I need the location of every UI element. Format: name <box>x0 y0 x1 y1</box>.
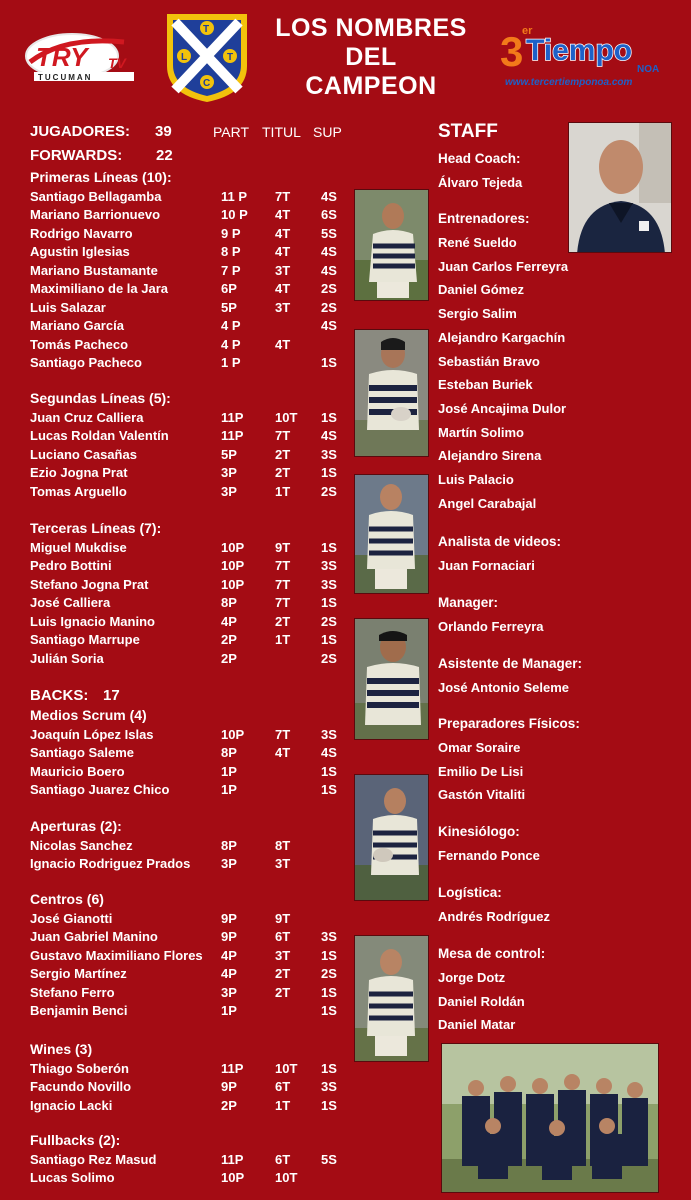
player-titul: 4T <box>275 745 291 761</box>
tercer-logo-region: NOA <box>637 64 660 75</box>
player-row <box>0 1098 350 1116</box>
player-row <box>0 428 350 446</box>
player-titul: 1T <box>275 1097 291 1113</box>
player-sup: 3S <box>321 1079 337 1095</box>
player-row <box>0 410 350 428</box>
player-sup: 2S <box>321 650 337 666</box>
player-titul: 1T <box>275 632 291 648</box>
player-titul: 2T <box>275 966 291 982</box>
player-titul: 6T <box>275 929 291 945</box>
player-part: 11P <box>221 1152 244 1167</box>
player-part: 2P <box>221 650 237 666</box>
player-part: 9P <box>221 1079 237 1095</box>
team-photo <box>441 1043 659 1193</box>
tercer-logo-num: 3 <box>500 28 524 75</box>
player-sup: 1S <box>321 410 337 425</box>
player-row <box>0 966 350 984</box>
staff-name: Juan Carlos Ferreyra <box>438 258 569 274</box>
player-row <box>0 1152 350 1170</box>
player-part: 9 P <box>221 225 241 241</box>
player-row <box>0 1003 350 1021</box>
player-name: Santiago Rez Masud <box>30 1152 157 1167</box>
staff-name: Alejandro Kargachín <box>438 329 566 345</box>
player-sup: 1S <box>321 1003 337 1019</box>
player-titul: 3T <box>275 299 291 315</box>
player-part: 10P <box>221 558 245 574</box>
try-logo-main: TRY <box>36 42 88 72</box>
player-photo-1 <box>354 189 429 301</box>
player-sup: 2S <box>321 281 337 297</box>
staff-name: Orlando Ferreyra <box>438 619 544 634</box>
player-titul: 6T <box>275 1079 291 1095</box>
player-name: Santiago Marrupe <box>30 632 140 648</box>
staff-role: Analista de videos: <box>438 534 562 549</box>
staff-name: Andrés Rodríguez <box>438 909 550 924</box>
jugadores-count: 39 <box>155 123 172 140</box>
title-line-1: LOS NOMBRES <box>275 14 467 42</box>
player-photo-5 <box>354 774 429 901</box>
staff-name: Gastón Vitaliti <box>438 787 526 803</box>
forwards-label: FORWARDS: <box>30 147 123 164</box>
player-titul: 4T <box>275 244 291 260</box>
player-sup: 2S <box>321 966 337 982</box>
player-part: 2P <box>221 632 237 648</box>
player-row <box>0 727 350 745</box>
player-sup: 1S <box>321 763 337 779</box>
player-row <box>0 540 350 558</box>
try-tv-logo <box>24 32 142 82</box>
staff-name: Luis Palacio <box>438 472 514 487</box>
player-photo-2 <box>354 329 429 457</box>
player-photo-4 <box>354 618 429 740</box>
staff-name: Sergio Salim <box>438 306 517 322</box>
backs-label: BACKS: <box>30 687 89 704</box>
col-titul-header: TITUL <box>262 124 301 140</box>
player-sup: 1S <box>321 782 337 798</box>
player-row <box>0 558 350 576</box>
player-row <box>0 244 350 262</box>
player-part: 11P <box>221 1061 244 1076</box>
player-sup: 3S <box>321 558 337 574</box>
player-row <box>0 948 350 966</box>
player-sup: 3S <box>321 727 337 742</box>
player-titul: 2T <box>275 446 291 462</box>
club-crest <box>165 12 249 104</box>
player-name: Thiago Soberón <box>30 1061 129 1076</box>
staff-role: Preparadores Físicos: <box>438 716 580 731</box>
player-row <box>0 577 350 595</box>
player-name: Julián Soria <box>30 650 104 666</box>
staff-role: Mesa de control: <box>438 946 546 961</box>
player-titul: 10T <box>275 1170 298 1186</box>
player-name: José Gianotti <box>30 911 113 926</box>
section-title: Wines (3) <box>30 1041 93 1057</box>
player-sup: 1S <box>321 1061 337 1076</box>
player-row <box>0 614 350 632</box>
player-sup: 1S <box>321 632 337 648</box>
player-name: Maximiliano de la Jara <box>30 281 169 297</box>
player-titul: 10T <box>275 410 298 425</box>
player-name: Santiago Juarez Chico <box>30 782 170 798</box>
player-name: Juan Cruz Calliera <box>30 410 144 425</box>
head-coach-photo <box>568 122 672 253</box>
player-row <box>0 651 350 669</box>
staff-name: Angel Carabajal <box>438 495 537 511</box>
staff-role: Entrenadores: <box>438 211 530 226</box>
staff-role: Manager: <box>438 595 499 610</box>
player-sup: 1S <box>321 540 337 555</box>
player-titul: 4T <box>275 336 291 352</box>
player-sup: 2S <box>321 299 337 315</box>
title-line-3: CAMPEON <box>305 72 437 100</box>
staff-name: Juan Fornaciari <box>438 558 535 573</box>
staff-name: Martín Solimo <box>438 424 524 440</box>
player-name: Facundo Novillo <box>30 1079 132 1095</box>
player-titul: 2T <box>275 613 291 629</box>
player-sup: 1S <box>321 984 337 1000</box>
player-titul: 2T <box>275 465 291 481</box>
player-sup: 4S <box>321 318 337 334</box>
player-part: 1P <box>221 1003 237 1019</box>
player-sup: 4S <box>321 189 337 204</box>
player-name: Ignacio Rodriguez Prados <box>30 856 191 872</box>
player-name: Santiago Saleme <box>30 745 135 761</box>
staff-name: Daniel Matar <box>438 1017 516 1033</box>
player-name: Miguel Mukdise <box>30 540 127 555</box>
player-name: Mariano García <box>30 318 124 334</box>
player-part: 3P <box>221 465 237 481</box>
player-titul: 4T <box>275 207 291 223</box>
player-part: 4P <box>221 966 237 982</box>
try-logo-sub: TUCUMAN <box>38 73 93 82</box>
player-part: 11P <box>221 410 244 425</box>
player-part: 10P <box>221 540 245 555</box>
player-row <box>0 595 350 613</box>
player-row <box>0 318 350 336</box>
player-name: Luis Salazar <box>30 299 106 315</box>
backs-count: 17 <box>103 687 120 704</box>
player-name: Rodrigo Navarro <box>30 225 133 241</box>
player-photo-3 <box>354 474 429 594</box>
player-titul: 7T <box>275 576 291 592</box>
player-part: 1P <box>221 763 237 779</box>
player-name: Santiago Bellagamba <box>30 189 162 204</box>
section-title: Primeras Líneas (10): <box>30 169 172 185</box>
tercer-logo-word: Tiempo <box>526 34 633 67</box>
player-sup: 1S <box>321 465 337 481</box>
section-title: Segundas Líneas (5): <box>30 390 171 406</box>
player-name: Gustavo Maximiliano Flores <box>30 947 203 963</box>
crest-letter-right: T <box>227 52 234 63</box>
tercer-logo-sup: er <box>522 25 533 37</box>
player-titul: 3T <box>275 262 291 278</box>
player-part: 10P <box>221 576 245 592</box>
jugadores-label: JUGADORES: <box>30 123 131 140</box>
player-name: Nicolas Sanchez <box>30 838 133 853</box>
staff-name: René Sueldo <box>438 235 517 250</box>
player-name: Stefano Jogna Prat <box>30 576 149 592</box>
player-name: Mauricio Boero <box>30 763 125 779</box>
col-sup-header: SUP <box>313 124 342 140</box>
player-name: Benjamin Benci <box>30 1003 128 1019</box>
player-sup: 4S <box>321 244 337 260</box>
player-sup: 1S <box>321 1097 337 1113</box>
staff-name: Álvaro Tejeda <box>438 175 523 190</box>
crest-letter-left: L <box>181 52 188 63</box>
staff-role: Asistente de Manager: <box>438 656 583 671</box>
player-part: 4P <box>221 613 237 629</box>
player-row <box>0 745 350 763</box>
player-part: 11 P <box>221 189 248 204</box>
player-row <box>0 911 350 929</box>
col-part-header: PART <box>213 124 250 140</box>
player-part: 5P <box>221 299 237 315</box>
player-name: Agustin Iglesias <box>30 244 130 260</box>
player-row <box>0 465 350 483</box>
tercer-logo-url: www.tercertiemponoa.com <box>505 77 633 88</box>
player-row <box>0 1079 350 1097</box>
player-sup: 1S <box>321 595 337 611</box>
player-titul: 3T <box>275 947 291 963</box>
staff-role: Logística: <box>438 885 502 900</box>
player-part: 2P <box>221 1097 237 1113</box>
player-name: Pedro Bottini <box>30 558 112 574</box>
staff-role: Kinesiólogo: <box>438 824 520 839</box>
player-sup: 3S <box>321 929 337 945</box>
staff-name: Sebastián Bravo <box>438 353 540 369</box>
player-sup: 2S <box>321 613 337 629</box>
player-sup: 1S <box>321 947 337 963</box>
player-row <box>0 447 350 465</box>
staff-name: Omar Soraire <box>438 740 521 755</box>
player-part: 5P <box>221 446 237 462</box>
player-part: 4 P <box>221 336 241 352</box>
player-name: Ignacio Lacki <box>30 1097 113 1113</box>
player-row <box>0 300 350 318</box>
player-part: 6P <box>221 281 237 297</box>
crest-letter-top: T <box>203 24 210 35</box>
staff-name: Jorge Dotz <box>438 970 506 985</box>
player-titul: 4T <box>275 281 291 297</box>
player-titul: 10T <box>275 1061 298 1076</box>
section-title: Aperturas (2): <box>30 818 122 834</box>
staff-name: José Ancajima Dulor <box>438 400 567 416</box>
player-part: 11P <box>221 428 244 444</box>
player-part: 8 P <box>221 244 241 260</box>
player-part: 10 P <box>221 207 248 223</box>
player-name: José Calliera <box>30 595 111 611</box>
player-titul: 7T <box>275 727 291 742</box>
player-titul: 8T <box>275 838 291 853</box>
player-part: 8P <box>221 595 237 611</box>
player-row <box>0 782 350 800</box>
player-name: Tomas Arguello <box>30 483 127 499</box>
staff-role: Head Coach: <box>438 151 521 166</box>
player-row <box>0 856 350 874</box>
staff-name: Daniel Gómez <box>438 282 524 298</box>
player-name: Tomás Pacheco <box>30 336 129 352</box>
player-sup: 5S <box>321 225 337 241</box>
player-titul: 2T <box>275 984 291 1000</box>
player-name: Lucas Roldan Valentín <box>30 428 169 444</box>
player-row <box>0 355 350 373</box>
player-row <box>0 929 350 947</box>
player-sup: 2S <box>321 483 337 499</box>
page-title <box>256 14 486 101</box>
staff-name: Emilio De Lisi <box>438 763 524 779</box>
section-title: Terceras Líneas (7): <box>30 520 162 536</box>
player-name: Luciano Casañas <box>30 446 137 462</box>
player-part: 1 P <box>221 355 241 371</box>
player-sup: 3S <box>321 576 337 592</box>
player-name: Santiago Pacheco <box>30 355 142 371</box>
forwards-count: 22 <box>156 147 173 164</box>
player-name: Lucas Solimo <box>30 1170 115 1186</box>
player-row <box>0 281 350 299</box>
player-row <box>0 1061 350 1079</box>
player-row <box>0 484 350 502</box>
player-row <box>0 337 350 355</box>
player-photo-6 <box>354 935 429 1062</box>
player-titul: 7T <box>275 189 291 204</box>
player-name: Joaquín López Islas <box>30 727 154 742</box>
player-row <box>0 1170 350 1188</box>
player-part: 3P <box>221 856 237 872</box>
player-titul: 7T <box>275 558 291 574</box>
staff-name: Alejandro Sirena <box>438 448 542 464</box>
player-titul: 9T <box>275 911 291 926</box>
player-titul: 6T <box>275 1152 291 1167</box>
section-title: Fullbacks (2): <box>30 1132 121 1148</box>
staff-name: Esteban Buriek <box>438 377 533 393</box>
player-titul: 7T <box>275 595 291 611</box>
player-part: 1P <box>221 782 237 798</box>
player-sup: 4S <box>321 262 337 278</box>
player-part: 10P <box>221 1170 245 1186</box>
player-part: 9P <box>221 929 237 945</box>
try-logo-tv: TV <box>108 55 126 71</box>
player-sup: 5S <box>321 1152 337 1167</box>
player-row <box>0 207 350 225</box>
player-row <box>0 632 350 650</box>
player-name: Luis Ignacio Manino <box>30 613 155 629</box>
player-row <box>0 985 350 1003</box>
player-name: Stefano Ferro <box>30 984 115 1000</box>
player-part: 3P <box>221 483 237 499</box>
player-sup: 4S <box>321 428 337 444</box>
player-part: 10P <box>221 727 245 742</box>
player-sup: 6S <box>321 207 337 223</box>
player-part: 4 P <box>221 318 241 334</box>
player-name: Mariano Bustamante <box>30 262 158 278</box>
player-part: 9P <box>221 911 237 926</box>
player-name: Ezio Jogna Prat <box>30 465 128 481</box>
player-part: 3P <box>221 984 237 1000</box>
staff-title: STAFF <box>438 121 498 142</box>
player-row <box>0 263 350 281</box>
player-titul: 3T <box>275 856 291 872</box>
player-name: Sergio Martínez <box>30 966 127 982</box>
staff-name: Daniel Roldán <box>438 993 525 1009</box>
player-name: Juan Gabriel Manino <box>30 929 158 945</box>
title-line-2: DEL <box>345 43 397 71</box>
player-sup: 1S <box>321 355 337 371</box>
player-titul: 1T <box>275 483 291 499</box>
player-titul: 9T <box>275 540 291 555</box>
player-part: 4P <box>221 947 237 963</box>
player-part: 8P <box>221 838 237 853</box>
player-part: 7 P <box>221 262 241 278</box>
player-row <box>0 189 350 207</box>
player-titul: 4T <box>275 225 291 241</box>
player-sup: 4S <box>321 745 337 761</box>
staff-name: José Antonio Seleme <box>438 680 569 695</box>
player-sup: 3S <box>321 446 337 462</box>
player-row <box>0 226 350 244</box>
player-name: Mariano Barrionuevo <box>30 207 161 223</box>
player-part: 8P <box>221 745 237 761</box>
header <box>0 0 691 112</box>
player-titul: 7T <box>275 428 291 444</box>
player-row <box>0 838 350 856</box>
section-title: Medios Scrum (4) <box>30 707 147 723</box>
staff-name: Fernando Ponce <box>438 848 540 863</box>
player-row <box>0 764 350 782</box>
crest-letter-bottom: C <box>203 78 211 89</box>
section-title: Centros (6) <box>30 891 104 907</box>
